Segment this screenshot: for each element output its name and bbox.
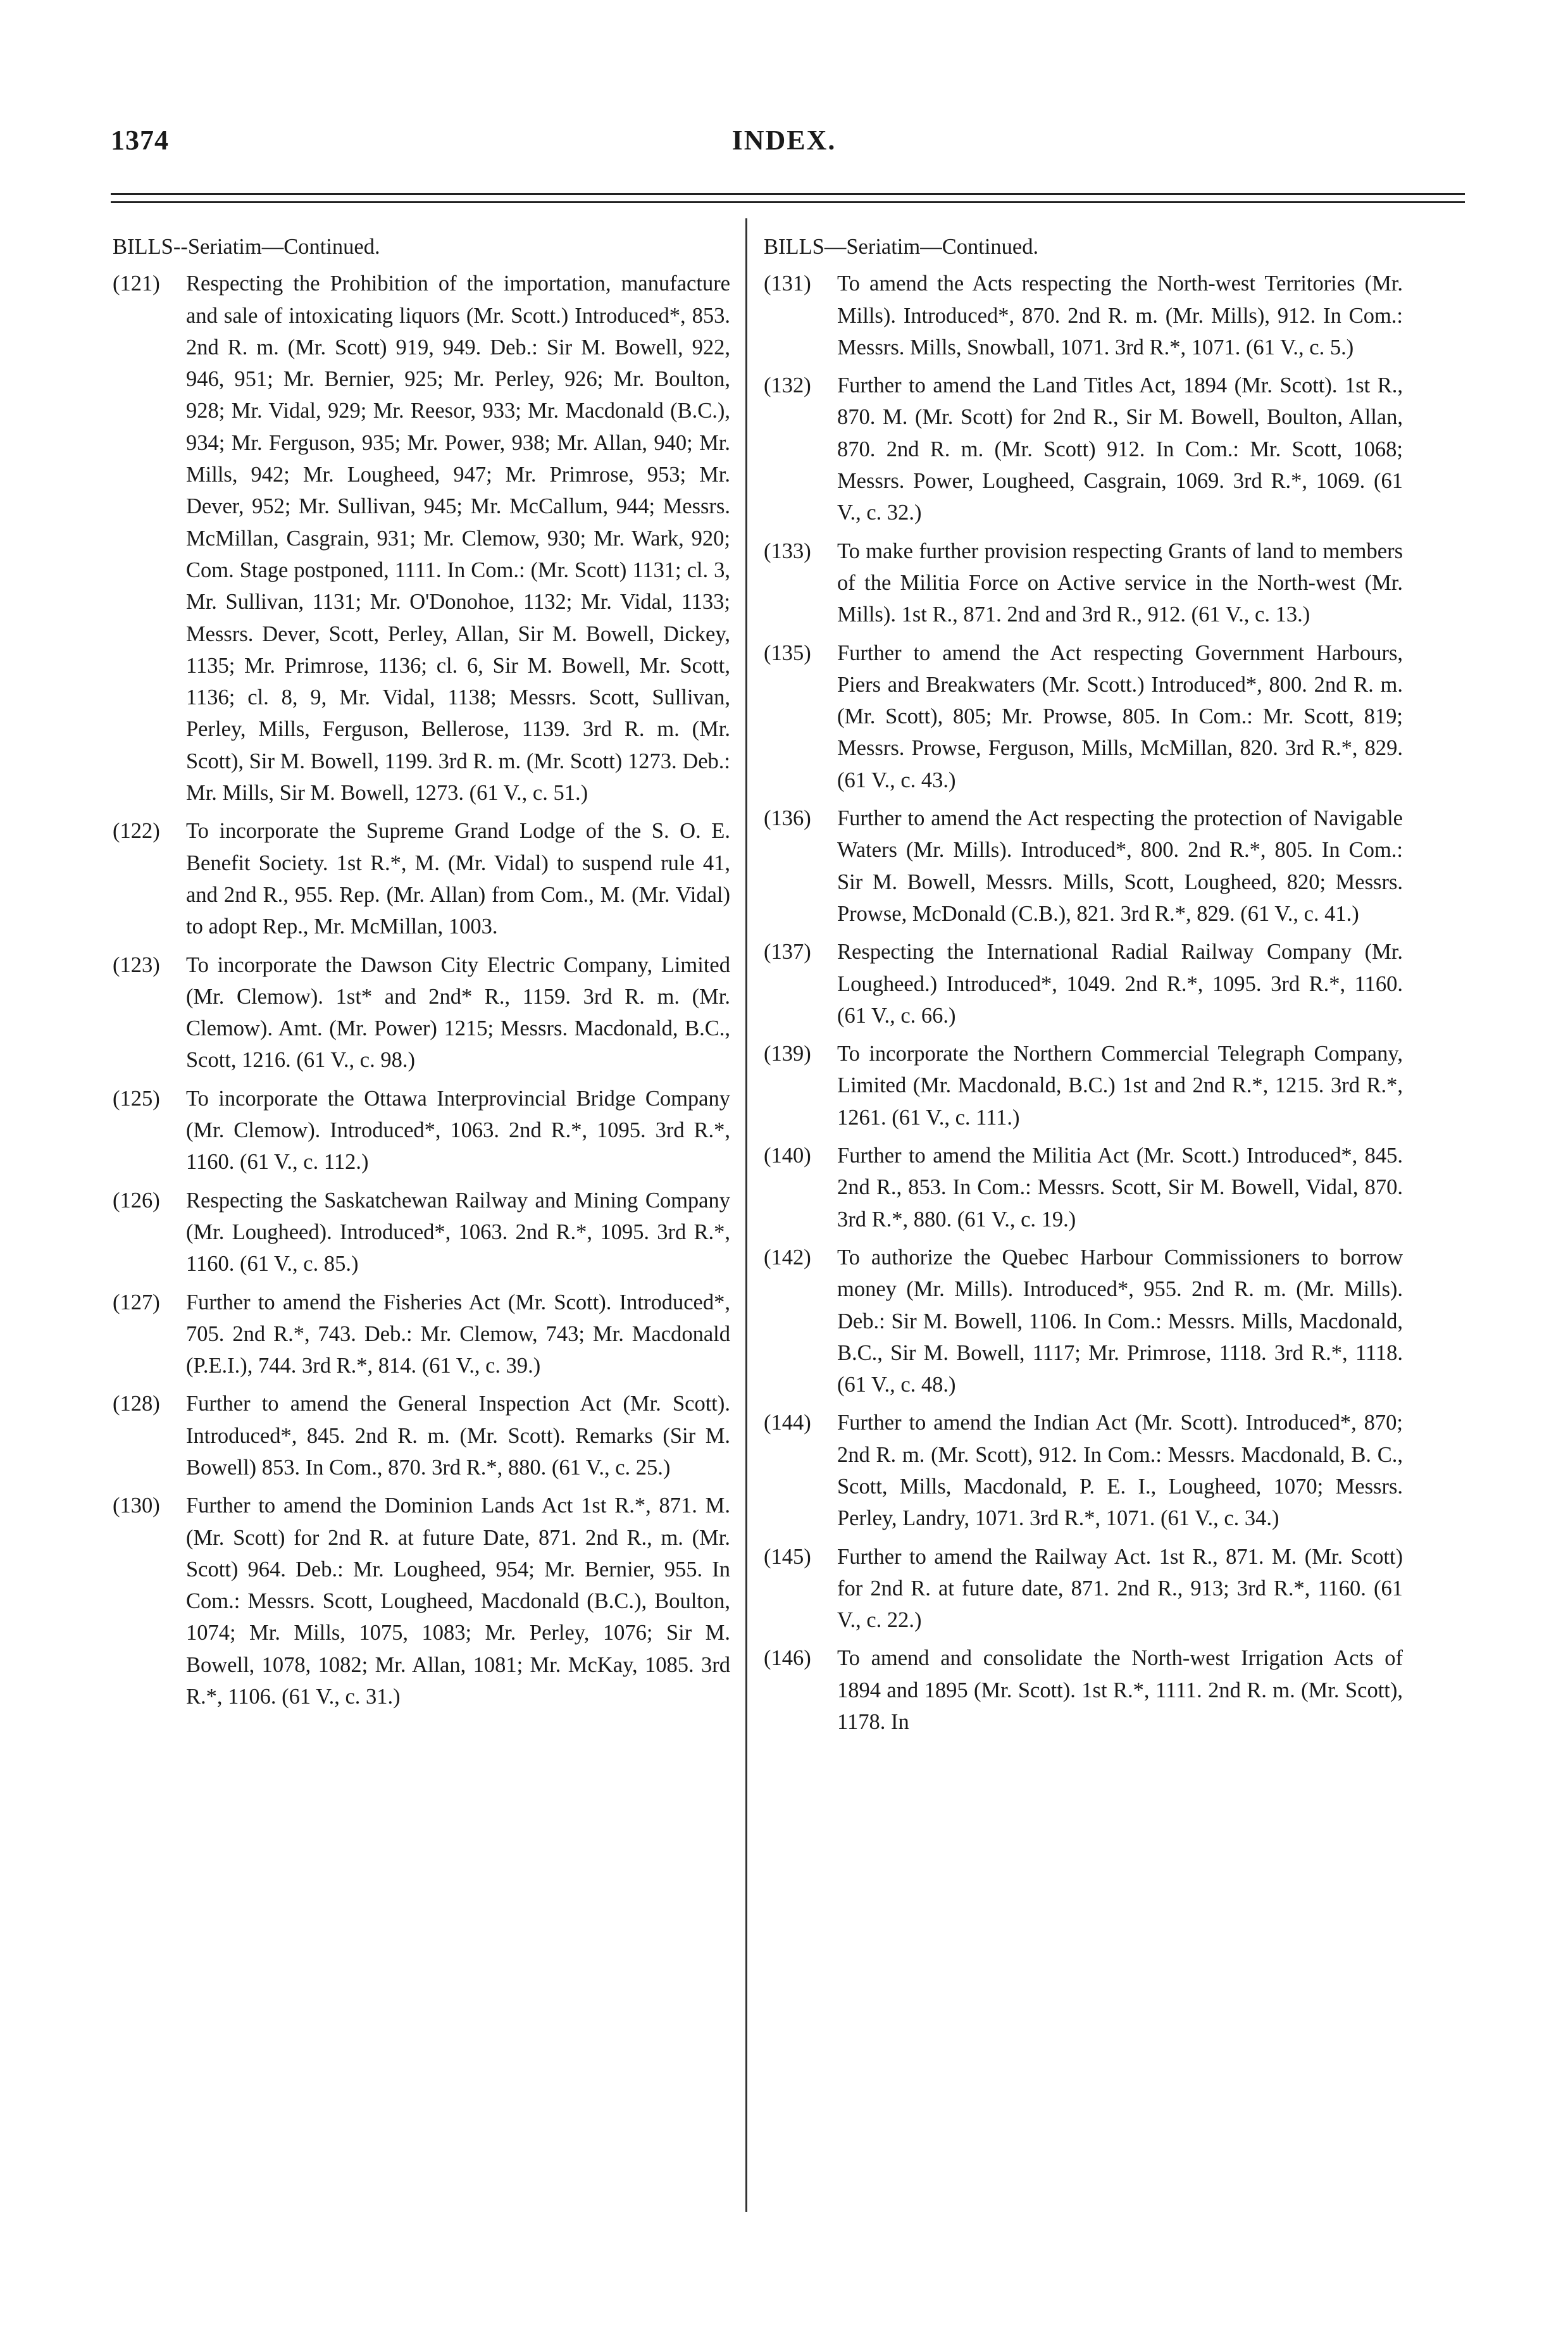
index-entry [764,936,1403,1032]
entry-number: (146) [764,1646,811,1671]
right-entries [764,268,1403,1738]
header-rule-top [111,193,1465,195]
entry-text: Respecting the Saskatchewan Railway and Mining Company (Mr. Lougheed). Introduced*, 1063. 2nd R.*, 1095. 3rd R.*, 1160. (61 V., c. 85.) [186,1188,730,1276]
entry-text: To amend the Acts respecting the North-west Territories (Mr. Mills). Introduced*, 870. 2nd R. m. (Mr. Mills), 912. In Com.: Messrs. Mills, Snowball, 1071. 3rd R.*, 1071. (61 V., c. 5.) [837,271,1403,359]
index-entry [764,1407,1403,1534]
entry-number: (136) [764,806,811,831]
entry-text: Further to amend the Dominion Lands Act 1st R.*, 871. M. (Mr. Scott) for 2nd R. at future Date, 871. 2nd R., m. (Mr. Scott) 964. Deb.: Mr. Lougheed, 954; Mr. Bernier, 955. In Com.: Messrs. Scott, Lougheed, Macdonald (B.C.), Boulton, 1074; Mr. Mills, 1075, 1083; Mr. Perley, 1076; Sir M. Bowell, 1078, 1082; Mr. Allan, 1081; Mr. McKay, 1085. 3rd R.*, 1106. (61 V., c. 31.) [186,1494,730,1709]
entry-number: (127) [113,1290,160,1314]
index-entry [764,1038,1403,1133]
entry-text: To authorize the Quebec Harbour Commissioners to borrow money (Mr. Mills). Introduced*, 955. 2nd R. m. (Mr. Mills). Deb.: Sir M. Bowell, 1106. In Com.: Messrs. Mills, Macdonald, B.C., Sir M. Bowell, 1117; Mr. Primrose, 1118. 3rd R.*, 1118. (61 V., c. 48.) [837,1245,1403,1397]
index-entry [764,370,1403,528]
index-entry [113,268,730,809]
entry-text: Further to amend the Act respecting Government Harbours, Piers and Breakwaters (Mr. Scott.) Introduced*, 800. 2nd R. m. (Mr. Scott), 805; Mr. Prowse, 805. In Com.: Mr. Scott, 819; Messrs. Prowse, Ferguson, Mills, McMillan, 820. 3rd R.*, 829. (61 V., c. 43.) [837,640,1403,792]
column-divider [745,218,747,2212]
left-column [113,231,730,1719]
entry-number: (135) [764,640,811,665]
index-entry [113,815,730,942]
entry-text: To amend and consolidate the North-west Irrigation Acts of 1894 and 1895 (Mr. Scott). 1st R.*, 1111. 2nd R. m. (Mr. Scott), 1178. In [837,1646,1403,1735]
entry-text: Further to amend the Fisheries Act (Mr. Scott). Introduced*, 705. 2nd R.*, 743. Deb.: Mr. Clemow, 743; Mr. Macdonald (P.E.I.), 744. 3rd R.*, 814. (61 V., c. 39.) [186,1290,730,1378]
entry-text: To incorporate the Ottawa Interprovincial Bridge Company (Mr. Clemow). Introduced*, 1063. 2nd R.*, 1095. 3rd R.*, 1160. (61 V., c. 112.) [186,1086,730,1175]
page-number: 1374 [111,125,169,156]
index-entry [764,637,1403,796]
entry-text: To incorporate the Northern Commercial Telegraph Company, Limited (Mr. Macdonald, B.C.) 1st and 2nd R.*, 1215. 3rd R.*, 1261. (61 V., c. 111.) [837,1042,1403,1130]
entry-number: (132) [764,373,811,398]
entry-text: To incorporate the Dawson City Electric Company, Limited (Mr. Clemow). 1st* and 2nd* R., 1159. 3rd R. m. (Mr. Clemow). Amt. (Mr. Power) 1215; Messrs. Macdonald, B.C., Scott, 1216. (61 V., c. 98.) [186,952,730,1073]
index-entry [764,1541,1403,1637]
entry-text: Further to amend the Railway Act. 1st R., 871. M. (Mr. Scott) for 2nd R. at future date, 871. 2nd R., 913; 3rd R.*, 1160. (61 V., c. 22.) [837,1544,1403,1633]
entry-number: (126) [113,1188,160,1213]
entry-number: (145) [764,1544,811,1569]
entry-number: (130) [113,1494,160,1518]
entry-number: (123) [113,952,160,977]
entry-number: (144) [764,1411,811,1435]
index-entry [764,1642,1403,1738]
index-entry [764,1242,1403,1400]
index-entry [764,268,1403,363]
entry-text: Further to amend the Act respecting the protection of Navigable Waters (Mr. Mills). Introduced*, 800. 2nd R.*, 805. In Com.: Sir M. Bowell, Messrs. Mills, Scott, Lougheed, 820; Messrs. Prowse, McDonald (C.B.), 821. 3rd R.*, 829. (61 V., c. 41.) [837,806,1403,926]
entry-number: (121) [113,271,160,296]
entry-text: Further to amend the Indian Act (Mr. Scott). Introduced*, 870; 2nd R. m. (Mr. Scott), 912. In Com.: Messrs. Macdonald, B. C., Scott, Mills, Macdonald, P. E. I., Lougheed, 1070; Messrs. Perley, Landry, 1071. 3rd R.*, 1071. (61 V., c. 34.) [837,1411,1403,1531]
index-entry [764,535,1403,631]
entry-text: Further to amend the Land Titles Act, 1894 (Mr. Scott). 1st R., 870. M. (Mr. Scott) for 2nd R., Sir M. Bowell, Boulton, Allan, 870. 2nd R. m. (Mr. Scott) 912. In Com.: Mr. Scott, 1068; Messrs. Power, Lougheed, Casgrain, 1069. 3rd R.*, 1069. (61 V., c. 32.) [837,373,1403,525]
index-entry [113,1083,730,1178]
entry-text: To incorporate the Supreme Grand Lodge of the S. O. E. Benefit Society. 1st R.*, M. (Mr. Vidal) to suspend rule 41, and 2nd R., 955. Rep. (Mr. Allan) from Com., M. (Mr. Vidal) to adopt Rep., Mr. McMillan, 1003. [186,819,730,939]
index-entry [113,1287,730,1382]
entry-text: Respecting the International Radial Railway Company (Mr. Lougheed.) Introduced*, 1049. 2nd R.*, 1095. 3rd R.*, 1160. (61 V., c. 66.) [837,940,1403,1028]
entry-number: (131) [764,271,811,296]
entry-number: (122) [113,819,160,844]
entry-number: (139) [764,1042,811,1066]
header-rule-bottom [111,201,1465,203]
entry-text: To make further provision respecting Grants of land to members of the Militia Force on Active service in the North-west (Mr. Mills). 1st R., 871. 2nd and 3rd R., 912. (61 V., c. 13.) [837,539,1403,627]
index-entry [113,1185,730,1280]
page-title: INDEX. [731,125,837,156]
index-entry [764,1140,1403,1235]
entry-number: (125) [113,1086,160,1111]
entry-number: (142) [764,1245,811,1269]
entry-number: (140) [764,1144,811,1168]
index-entry [113,1388,730,1483]
right-column [764,231,1403,1744]
entry-text: Further to amend the General Inspection Act (Mr. Scott). Introduced*, 845. 2nd R. m. (Mr. Scott). Remarks (Sir M. Bowell) 853. In Com., 870. 3rd R.*, 880. (61 V., c. 25.) [186,1392,730,1480]
left-entries [113,268,730,1712]
entry-number: (137) [764,940,811,964]
index-entry [113,1490,730,1712]
entry-text: Further to amend the Militia Act (Mr. Scott.) Introduced*, 845. 2nd R., 853. In Com.: Messrs. Scott, Sir M. Bowell, Vidal, 870. 3rd R.*, 880. (61 V., c. 19.) [837,1144,1403,1232]
entry-text: Respecting the Prohibition of the importation, manufacture and sale of intoxicating liquors (Mr. Scott.) Introduced*, 853. 2nd R. m. (Mr. Scott) 919, 949. Deb.: Sir M. Bowell, 922, 946, 951; Mr. Bernier, 925; Mr. Perley, 926; Mr. Boulton, 928; Mr. Vidal, 929; Mr. Reesor, 933; Mr. Macdonald (B.C.), 934; Mr. Ferguson, 935; Mr. Power, 938; Mr. Allan, 940; Mr. Mills, 942; Mr. Lougheed, 947; Mr. Primrose, 953; Mr. Dever, 952; Mr. Sullivan, 945; Mr. McCallum, 944; Messrs. McMillan, Casgrain, 931; Mr. Clemow, 930; Mr. Wark, 920; Com. Stage postponed, 1111. In Com.: (Mr. Scott) 1131; cl. 3, Mr. Sullivan, 1131; Mr. O'Donohoe, 1132; Mr. Vidal, 1133; Messrs. Dever, Scott, Perley, Allan, Sir M. Bowell, Dickey, 1135; Mr. Primrose, 1136; cl. 6, Sir M. Bowell, Mr. Scott, 1136; cl. 8, 9, Mr. Vidal, 1138; Messrs. Scott, Sullivan, Perley, Mills, Ferguson, Bellerose, 1139. 3rd R. m. (Mr. Scott), Sir M. Bowell, 1199. 3rd R. m. (Mr. Scott) 1273. Deb.: Mr. Mills, Sir M. Bowell, 1273. (61 V., c. 51.) [186,271,730,806]
entry-number: (133) [764,539,811,563]
right-column-heading: BILLS—Seriatim—Continued. [764,235,1039,259]
index-entry [764,802,1403,930]
index-entry [113,949,730,1076]
left-column-heading: BILLS--Seriatim—Continued. [113,235,380,259]
entry-number: (128) [113,1392,160,1416]
